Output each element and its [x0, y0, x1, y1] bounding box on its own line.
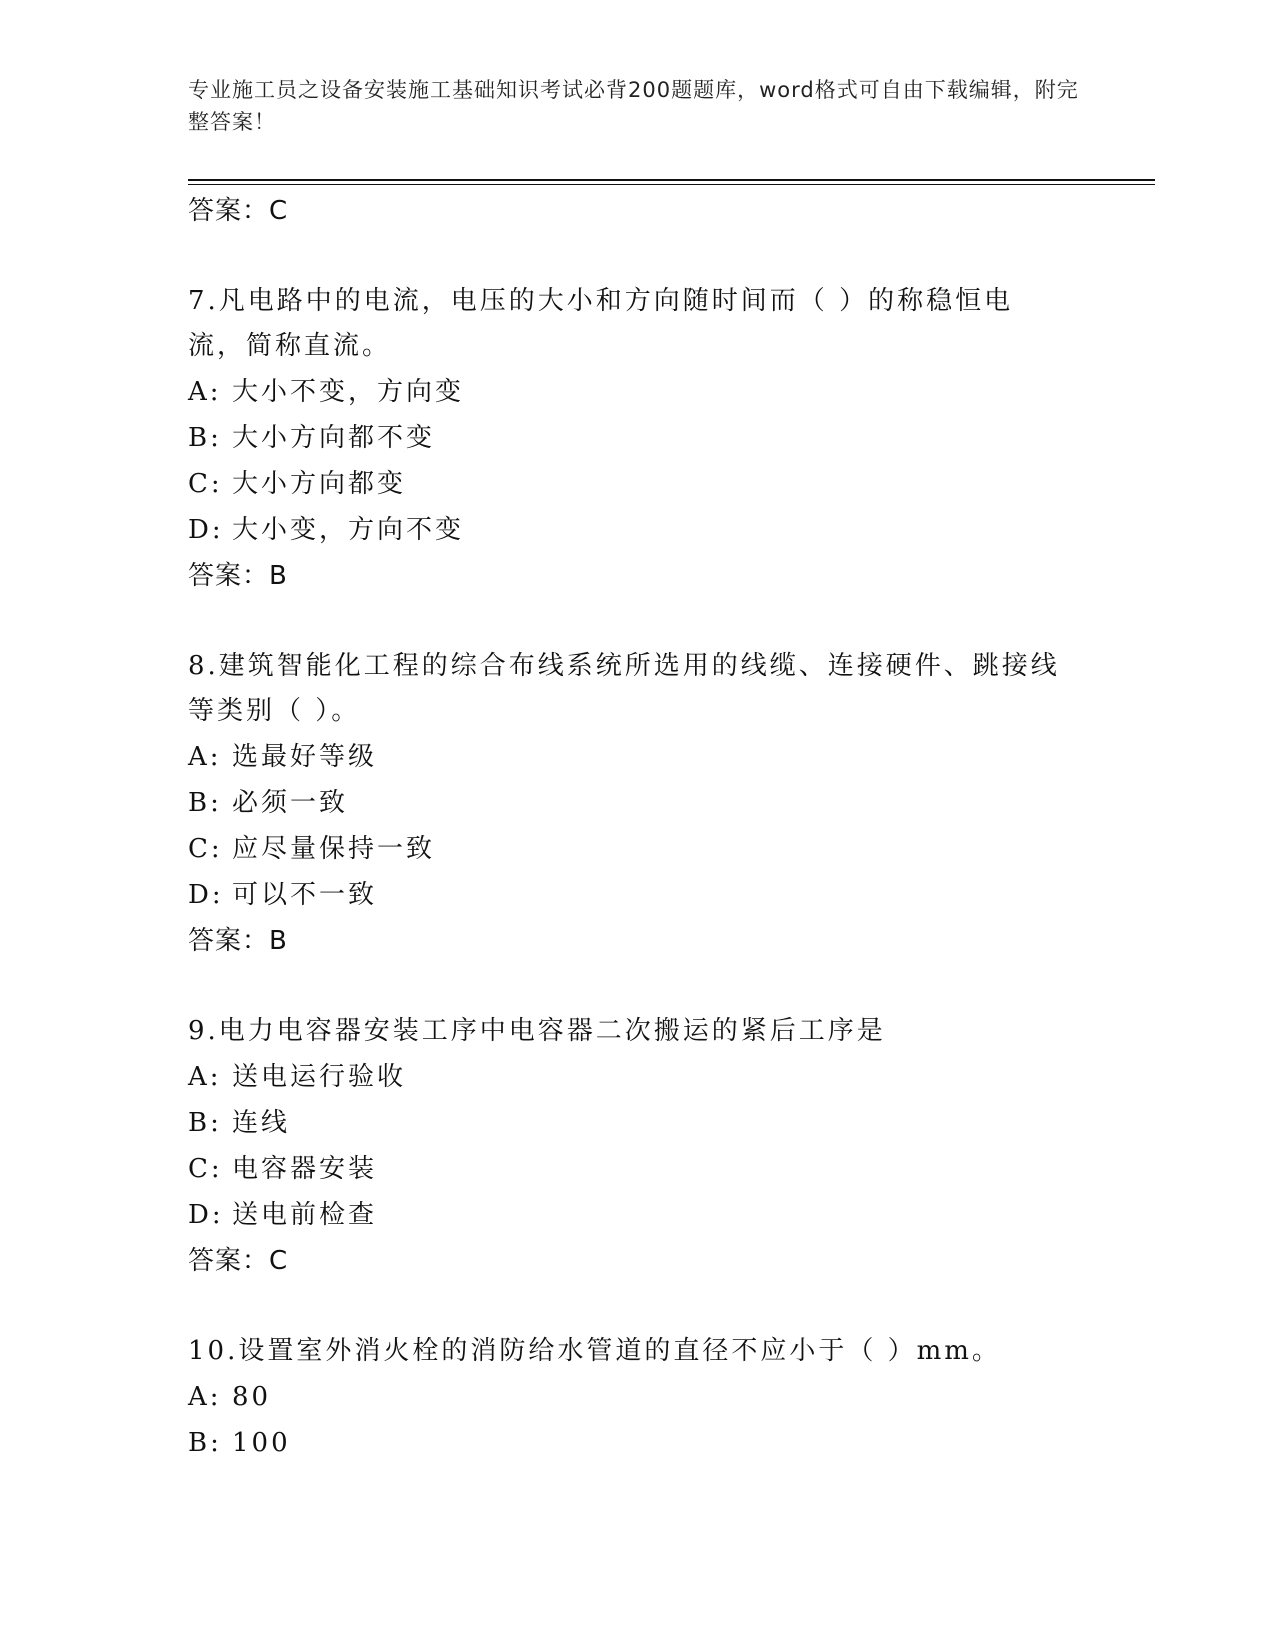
option-c — [188, 1146, 1088, 1192]
option-a — [188, 1054, 1088, 1100]
answer-label: 答案：B — [188, 561, 288, 591]
header-divider-thick — [188, 179, 1155, 181]
question-stem: 7.凡电路中的电流，电压的大小和方向随时间而（ ）的称稳恒电流，简称直流。 — [188, 286, 1014, 361]
option-letter: B: — [188, 1428, 222, 1458]
option-letter: A: — [188, 1062, 222, 1092]
option-d — [188, 1192, 1088, 1238]
option-letter: A: — [188, 1382, 222, 1412]
spacer — [188, 1284, 1088, 1329]
option-text: 大小不变，方向变 — [232, 377, 465, 407]
option-letter: A: — [188, 742, 222, 772]
option-letter: B: — [188, 423, 222, 453]
option-text: 100 — [232, 1428, 291, 1458]
option-text: 80 — [232, 1382, 272, 1412]
option-letter: A: — [188, 377, 222, 407]
document-header: 专业施工员之设备安装施工基础知识考试必背200题题库，word格式可自由下载编辑，附完整答案！ — [188, 78, 1079, 134]
option-d — [188, 507, 1088, 553]
option-letter: D: — [188, 515, 224, 545]
option-letter: C: — [188, 469, 223, 499]
option-a — [188, 1374, 1088, 1420]
question-list — [188, 188, 1088, 1466]
spacer — [188, 964, 1088, 1009]
option-a — [188, 369, 1088, 415]
option-text: 连线 — [232, 1108, 291, 1138]
option-text: 电容器安装 — [232, 1154, 378, 1184]
answer-label: 答案：B — [188, 926, 288, 956]
option-b — [188, 415, 1088, 461]
option-text: 选最好等级 — [232, 742, 378, 772]
answer-label: 答案：C — [188, 1246, 289, 1276]
option-text: 送电前检查 — [232, 1200, 378, 1230]
option-letter: B: — [188, 788, 222, 818]
header-divider-thin — [188, 184, 1155, 185]
option-letter: B: — [188, 1108, 222, 1138]
option-b — [188, 1100, 1088, 1146]
option-a — [188, 734, 1088, 780]
option-letter: C: — [188, 1154, 223, 1184]
spacer — [188, 234, 1088, 279]
option-text: 大小变，方向不变 — [232, 515, 465, 545]
question-stem: 9.电力电容器安装工序中电容器二次搬运的紧后工序是 — [188, 1016, 886, 1046]
option-text: 可以不一致 — [232, 880, 378, 910]
option-text: 必须一致 — [232, 788, 349, 818]
option-text: 大小方向都不变 — [232, 423, 436, 453]
option-letter: D: — [188, 880, 224, 910]
option-c — [188, 826, 1088, 872]
option-b — [188, 1420, 1088, 1466]
question-stem: 10.设置室外消火栓的消防给水管道的直径不应小于（ ）mm。 — [188, 1336, 1001, 1366]
option-text: 大小方向都变 — [232, 469, 407, 499]
option-c — [188, 461, 1088, 507]
option-letter: D: — [188, 1200, 224, 1230]
option-text: 应尽量保持一致 — [232, 834, 436, 864]
answer-label: 答案：C — [188, 196, 289, 226]
spacer — [188, 599, 1088, 644]
question-stem: 8.建筑智能化工程的综合布线系统所选用的线缆、连接硬件、跳接线等类别（ ）。 — [188, 651, 1060, 726]
option-letter: C: — [188, 834, 223, 864]
option-d — [188, 872, 1088, 918]
option-text: 送电运行验收 — [232, 1062, 407, 1092]
option-b — [188, 780, 1088, 826]
